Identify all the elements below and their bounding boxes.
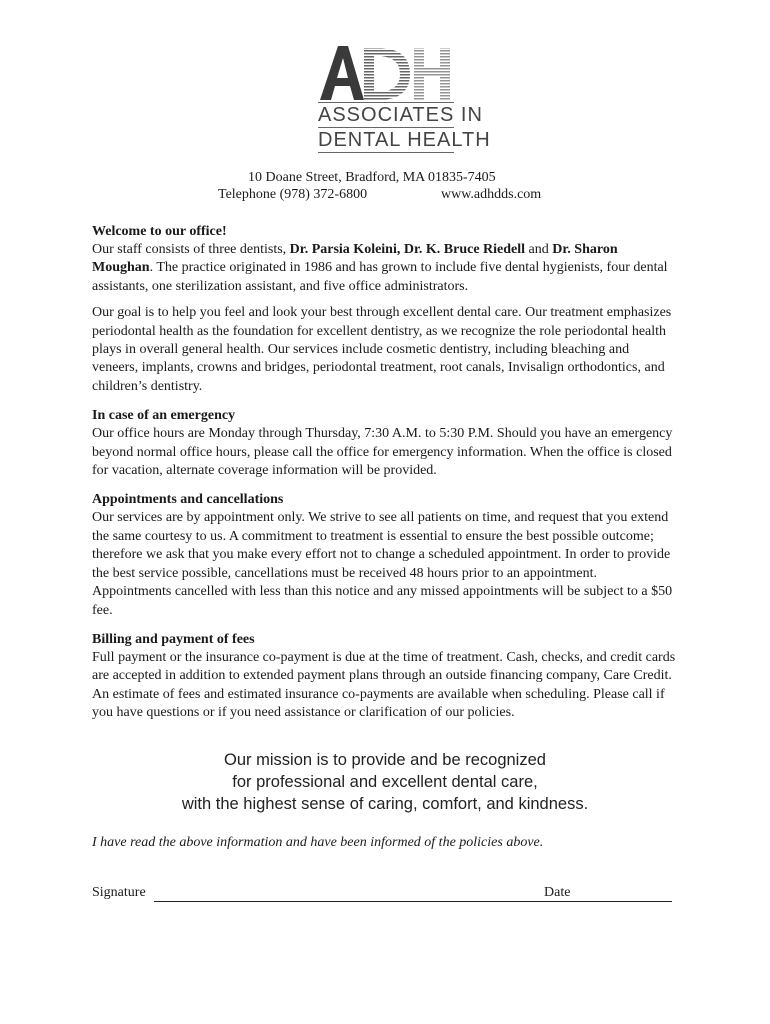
dentist-names: Dr. Parsia Koleini, Dr. K. Bruce Riedell [289, 242, 526, 257]
adh-monogram-icon [318, 44, 454, 102]
mission-line-3: with the highest sense of caring, comfort, and kindness. [181, 795, 589, 813]
mission-line-1: Our mission is to provide and be recognized [224, 751, 546, 769]
date-label: Date [544, 885, 571, 900]
logo-text-line-2: DENTAL HEALTH [318, 129, 491, 151]
website: www.adhdds.com [441, 187, 542, 202]
date-line[interactable] [582, 901, 672, 902]
acknowledgement-statement: I have read the above information and have been informed of the policies above. [92, 835, 544, 850]
staff-text-1: Our staff consists of three dentists, [92, 242, 290, 257]
staff-text-2: and [525, 242, 553, 257]
appointments-paragraph: Our services are by appointment only. We strive to see all patients on time, and request that you extend the same courtesy to us. A commitment to treatment is essential to ensure the best possible outcome; therefore we ask that you make every effort not to change a scheduled appointment. In order to provide the best service possible, cancellations must be received 48 hours prior to an appointment. Appointments cancelled with less than this notice and any missed appointments will be subject to a $50 fee. [92, 510, 673, 618]
appointments-heading: Appointments and cancellations [92, 492, 284, 508]
welcome-goal-paragraph: Our goal is to help you feel and look your best through excellent dental care. Our treatment emphasizes periodontal health as the foundation for excellent dentistry, as we recognize the role periodontal health plays in overall general health. Our services include cosmetic dentistry, including bleaching and veneers, implants, crowns and bridges, periodontal treatment, root canals, Invisalign orthodontics, and children’s dentistry. [92, 305, 672, 394]
telephone: Telephone (978) 372-6800 [218, 187, 368, 202]
welcome-heading: Welcome to our office! [92, 224, 227, 239]
billing-paragraph: Full payment or the insurance co-payment is due at the time of treatment. Cash, checks, and credit cards are accepted in addition to extended payment plans through an outside financing company, Care Credit. An estimate of fees and estimated insurance co-payments are available when scheduling. Please call if you have questions or if you need assistance or clarification of our policies. [92, 649, 676, 721]
mission-line-2: for professional and excellent dental care, [232, 773, 538, 791]
practice-logo [318, 44, 491, 153]
emergency-heading: In case of an emergency [92, 408, 236, 424]
billing-heading: Billing and payment of fees [92, 631, 255, 647]
signature-row [92, 885, 678, 907]
emergency-paragraph: Our office hours are Monday through Thursday, 7:30 A.M. to 5:30 P.M. Should you have an emergency beyond normal office hours, please call the office for emergency information. When the office is closed for vacation, alternate coverage information will be provided. [92, 426, 673, 479]
logo-text-line-1: ASSOCIATES IN [318, 104, 483, 126]
signature-label: Signature [92, 885, 146, 900]
staff-text-3: . The practice originated in 1986 and has grown to include five dental hygienists, four dental assistants, one sterilization assistant, and five office administrators. [92, 260, 668, 294]
welcome-section [92, 223, 678, 396]
policy-sections [92, 223, 678, 734]
mission-statement [92, 749, 678, 815]
welcome-staff-paragraph [92, 241, 678, 296]
appointments-section [92, 491, 678, 619]
street-address: 10 Doane Street, Bradford, MA 01835-7405 [248, 170, 496, 185]
dentist-name-3: Dr. Sharon Moughan [92, 242, 618, 276]
billing-section [92, 631, 678, 723]
emergency-section [92, 407, 678, 480]
signature-line[interactable] [154, 901, 594, 902]
